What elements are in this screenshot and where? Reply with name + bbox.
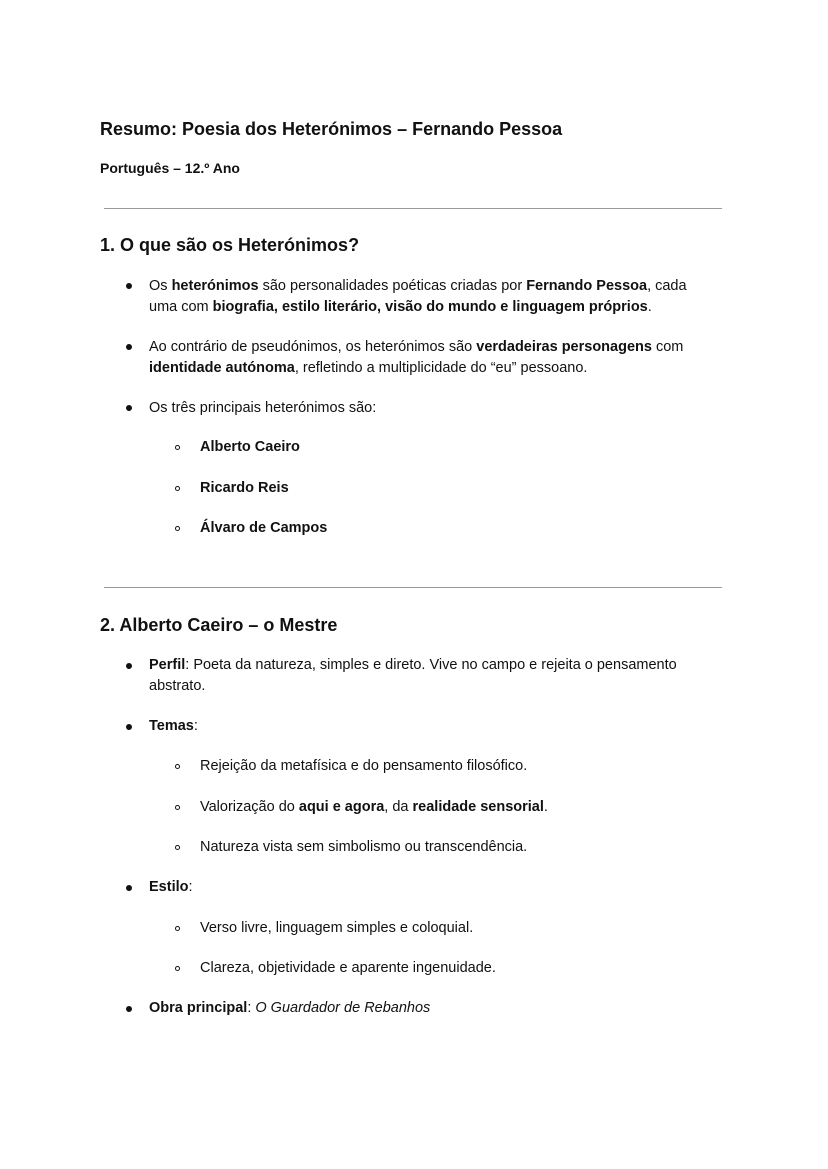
bullet xyxy=(126,344,132,350)
list-item: Perfil: Poeta da natureza, simples e direto. Vive no campo e rejeita o pensamento abstrato. xyxy=(149,657,677,694)
sub-bullet xyxy=(175,764,180,769)
sub-bullet xyxy=(175,805,180,810)
bullet xyxy=(126,405,132,411)
sub-list-item: Clareza, objetividade e aparente ingenuidade. xyxy=(200,960,496,976)
sub-bullet xyxy=(175,966,180,971)
sub-list-item: Álvaro de Campos xyxy=(200,520,328,536)
section-1-heading: 1. O que são os Heterónimos? xyxy=(100,235,360,255)
divider xyxy=(104,587,722,588)
document-subtitle: Português – 12.º Ano xyxy=(100,160,240,176)
bullet xyxy=(126,885,132,891)
list-item: Obra principal: O Guardador de Rebanhos xyxy=(149,1000,431,1016)
document-title: Resumo: Poesia dos Heterónimos – Fernando Pessoa xyxy=(100,119,563,139)
sub-bullet xyxy=(175,486,180,491)
sub-list-item: Alberto Caeiro xyxy=(200,439,300,455)
section-2-heading: 2. Alberto Caeiro – o Mestre xyxy=(100,615,338,635)
list-item: Ao contrário de pseudónimos, os heterónimos são verdadeiras personagens com identidade autónoma, refletindo a multiplicidade do “eu” pessoano. xyxy=(149,339,684,376)
list-item: Estilo: xyxy=(149,879,193,895)
list-item: Os três principais heterónimos são: xyxy=(149,400,377,416)
book-title: O Guardador de Rebanhos xyxy=(255,1000,431,1016)
sub-bullet xyxy=(175,926,180,931)
bullet xyxy=(126,663,132,669)
sub-list-item: Valorização do aqui e agora, da realidade sensorial. xyxy=(200,799,548,815)
bullet xyxy=(126,724,132,730)
sub-bullet xyxy=(175,526,180,531)
sub-bullet xyxy=(175,445,180,450)
list-item: Temas: xyxy=(149,718,198,734)
sub-list-item: Verso livre, linguagem simples e coloquial. xyxy=(200,920,474,936)
sub-bullet xyxy=(175,845,180,850)
list-item: Os heterónimos são personalidades poéticas criadas por Fernando Pessoa, cada uma com biografia, estilo literário, visão do mundo e linguagem próprios. xyxy=(149,278,687,315)
sub-list-item: Natureza vista sem simbolismo ou transcendência. xyxy=(200,839,528,855)
bullet xyxy=(126,283,132,289)
divider xyxy=(104,208,722,209)
bullet xyxy=(126,1006,132,1012)
sub-list-item: Rejeição da metafísica e do pensamento filosófico. xyxy=(200,758,528,774)
sub-list-item: Ricardo Reis xyxy=(200,480,289,496)
